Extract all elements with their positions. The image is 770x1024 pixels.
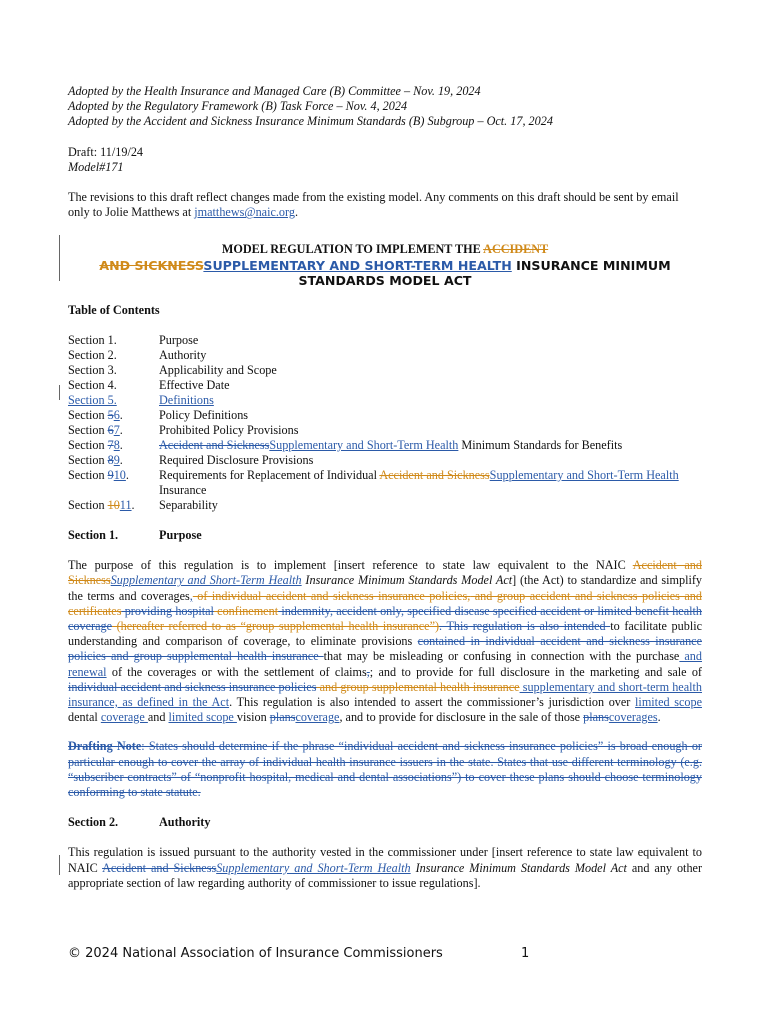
toc-section-title: Authority <box>159 348 207 363</box>
toc-section-number: Section 3. <box>68 363 117 378</box>
draft-date: Draft: 11/19/24 <box>68 144 144 159</box>
section-2-authority-paragraph: This regulation is issued pursuant to the authority vested in the commissioner under [insert reference to state law equivalent to NAIC Accident and SicknessSupplementary and Short-Term Health Insurance Minimum Standards Model Act and any other appropriate section of law regarding authority of commissioner to issue regulations]. <box>68 845 703 890</box>
toc-section-number: Section 910. <box>68 468 129 483</box>
toc-section-title: Separability <box>159 498 218 513</box>
toc-section-title: Purpose <box>159 333 199 348</box>
toc-section-number: Section 2. <box>68 348 117 363</box>
table-of-contents <box>68 333 702 513</box>
section-1-purpose-paragraph: The purpose of this regulation is to implement [insert reference to state law equivalent to the NAIC Accident and SicknessSupplementary and Short-Term Health Insurance Minimum Standards Model Act] (the Act) to standardize and simplify the terms and coverages, of individual accident and sickness insurance policies, and group accident and sickness policies and certificates providing hospital confinement indemnity, accident only, specified disease specified accident or limited benefit health coverage (hereafter referred to as “group supplemental health insurance”). This regulation is also intended to facilitate public understanding and comparison of coverage, to eliminate provisions contained in individual accident and sickness insurance policies and group supplemental health insurance that may be misleading or confusing in connection with the purchase and renewal of the coverages or with the settlement of claims,; and to provide for full disclosure in the marketing and sale of individual accident and sickness insurance policies and group supplemental health insurance supplementary and short-term health insurance, as defined in the Act. This regulation is also intended to assert the commissioner’s jurisdiction over limited scope dental coverage and limited scope vision planscoverage, and to provide for disclosure in the sale of those planscoverages. <box>68 558 703 725</box>
toc-section-number: Section 67. <box>68 423 123 438</box>
section-1-heading: Section 1. Purpose <box>68 528 202 543</box>
adoption-line: Adopted by the Health Insurance and Managed Care (B) Committee – Nov. 19, 2024 <box>68 84 481 98</box>
copyright-notice: © 2024 National Association of Insurance Commissioners <box>68 946 443 961</box>
toc-section-title: Effective Date <box>159 378 230 393</box>
adoption-line: Adopted by the Accident and Sickness Insurance Minimum Standards (B) Subgroup – Oct. 17, 2024 <box>68 114 553 129</box>
change-bar <box>59 855 60 875</box>
toc-section-number: Section 1011. <box>68 498 135 513</box>
document-body <box>68 84 702 891</box>
toc-section-number: Section 5. <box>68 393 117 408</box>
toc-section-title: Definitions <box>159 393 214 408</box>
toc-section-title: Policy Definitions <box>159 408 249 423</box>
email-link[interactable]: jmatthews@naic.org <box>194 205 295 220</box>
toc-section-number: Section 1. <box>68 333 117 348</box>
toc-section-number: Section 78. <box>68 438 123 453</box>
document-title: MODEL REGULATION TO IMPLEMENT THE ACCIDENT AND SICKNESSSUPPLEMENTARY AND SHORT-TERM HEALTH INSURANCE MINIMUM STANDARDS MODEL ACT <box>99 242 671 289</box>
section-2-heading: Section 2. Authority <box>68 815 211 830</box>
toc-section-title: Accident and SicknessSupplementary and Short-Term Health Minimum Standards for Benefits <box>159 438 623 453</box>
toc-section-number: Section 56. <box>68 408 123 423</box>
toc-section-title: Prohibited Policy Provisions <box>159 423 299 438</box>
intro-paragraph: The revisions to this draft reflect changes made from the existing model. Any comments on this draft should be sent by email only to Jolie Matthews at jmatthews@naic.org. <box>68 190 679 220</box>
drafting-note: Drafting Note: States should determine if the phrase “individual accident and sickness insurance policies” is broad enough or particular enough to cover the array of individual health insurance issuers in the state. States that use different terminology (e.g. “subscriber contracts” of “nonprofit hospital, medical and dental associations”) to cover these plans should choose terminology conforming to state statute. <box>68 739 702 800</box>
toc-section-number: Section 4. <box>68 378 117 393</box>
adoption-line: Adopted by the Regulatory Framework (B) Task Force – Nov. 4, 2024 <box>68 99 408 114</box>
drafting-note-label: Drafting Note <box>68 739 142 754</box>
toc-section-title: Required Disclosure Provisions <box>159 453 314 468</box>
model-number: Model#171 <box>68 159 124 174</box>
toc-section-number: Section 89. <box>68 453 123 468</box>
change-bar <box>59 385 60 400</box>
page-number: 1 <box>521 946 530 961</box>
page-footer <box>68 946 702 961</box>
toc-section-title: Requirements for Replacement of Individual Accident and SicknessSupplementary and Short-Term Health Insurance <box>159 468 679 498</box>
adoption-history <box>68 84 702 130</box>
toc-section-title: Applicability and Scope <box>159 363 277 378</box>
change-bar <box>59 235 60 281</box>
toc-heading: Table of Contents <box>68 302 160 317</box>
